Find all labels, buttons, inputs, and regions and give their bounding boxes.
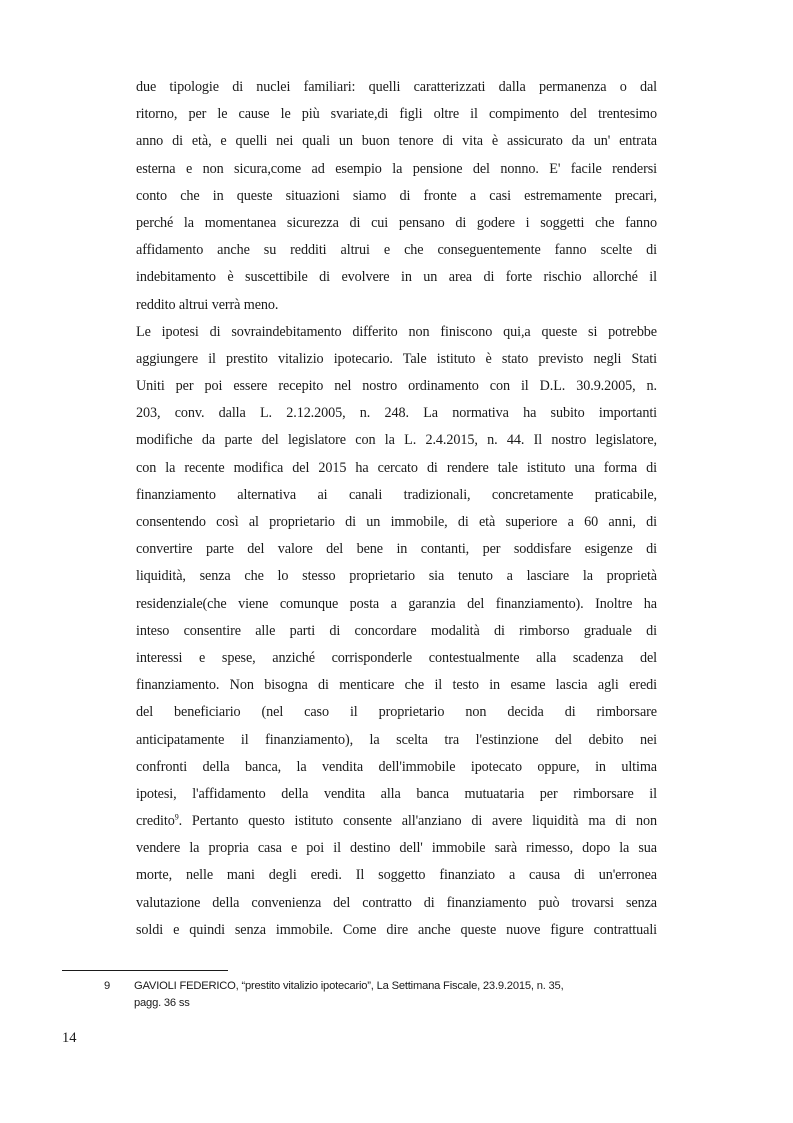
footnote-separator bbox=[62, 970, 228, 971]
body-line: Le ipotesi di sovraindebitamento differito non finiscono qui,a queste si potrebbe bbox=[136, 323, 657, 340]
body-line: ipotesi, l'affidamento della vendita alla banca mutuataria per rimborsare il bbox=[136, 785, 657, 802]
body-line-with-footnote-ref bbox=[136, 808, 657, 835]
body-line: convertire parte del valore del bene in contanti, per soddisfare esigenze di bbox=[136, 541, 657, 558]
body-line: confronti della banca, la vendita dell'immobile ipotecato oppure, in ultima bbox=[136, 758, 657, 775]
footnote-number: 9 bbox=[104, 980, 111, 992]
footnote-9 bbox=[104, 978, 664, 1012]
body-line: indebitamento è suscettibile di evolvere in un area di forte rischio allorché il bbox=[136, 269, 657, 286]
body-line: esterna e non sicura,come ad esempio la pensione del nonno. E' facile rendersi bbox=[136, 160, 657, 177]
body-line: finanziamento. Non bisogna di menticare che il testo in esame lascia agli eredi bbox=[136, 677, 657, 694]
body-line: morte, nelle mani degli eredi. Il soggetto finanziato a causa di un'erronea bbox=[136, 867, 657, 884]
body-text-fragment: . Pertanto questo istituto consente all'anziano di avere liquidità ma di non bbox=[178, 813, 657, 830]
body-line: conto che in queste situazioni siamo di fronte a casi estremamente precari, bbox=[136, 187, 657, 204]
body-line: 203, conv. dalla L. 2.12.2005, n. 248. La normativa ha subito importanti bbox=[136, 405, 657, 422]
body-line: soldi e quindi senza immobile. Come dire anche queste nuove figure contrattuali bbox=[136, 921, 657, 938]
body-line: consentendo così al proprietario di un immobile, di età superiore a 60 anni, di bbox=[136, 514, 657, 530]
body-line: affidamento anche su redditi altrui e che conseguentemente fanno scelte di bbox=[136, 242, 657, 259]
body-text-fragment: credito bbox=[136, 813, 175, 830]
body-line: liquidità, senza che lo stesso proprietario sia tenuto a lasciare la proprietà bbox=[136, 568, 657, 585]
footnote-line-1: GAVIOLI FEDERICO, “prestito vitalizio ipotecario”, La Settimana Fiscale, 23.9.2015, n. 35, bbox=[134, 980, 564, 992]
body-line: aggiungere il prestito vitalizio ipotecario. Tale istituto è stato previsto negli Stati bbox=[136, 350, 657, 367]
body-line: anno di età, e quelli nei quali un buon tenore di vita è assicurato da un' entrata bbox=[136, 133, 657, 150]
body-line: finanziamento alternativa ai canali tradizionali, concretamente praticabile, bbox=[136, 486, 657, 503]
body-line: del beneficiario (nel caso il proprietario non decida di rimborsare bbox=[136, 704, 657, 721]
footnote-reference[interactable]: 9 bbox=[174, 812, 179, 822]
body-line: reddito altrui verrà meno. bbox=[136, 296, 279, 313]
body-line: Uniti per poi essere recepito nel nostro ordinamento con il D.L. 30.9.2005, n. bbox=[136, 378, 657, 395]
footnote-line-2: pagg. 36 ss bbox=[134, 997, 190, 1009]
body-line: due tipologie di nuclei familiari: quelli caratterizzati dalla permanenza o dal bbox=[136, 79, 657, 95]
body-line: vendere la propria casa e poi il destino dell' immobile sarà rimesso, dopo la sua bbox=[136, 840, 657, 857]
body-line: valutazione della convenienza del contratto di finanziamento può trovarsi senza bbox=[136, 894, 657, 911]
body-line: con la recente modifica del 2015 ha cercato di rendere tale istituto una forma di bbox=[136, 459, 657, 476]
body-line: anticipatamente il finanziamento), la scelta tra l'estinzione del debito nei bbox=[136, 731, 657, 748]
body-line: ritorno, per le cause le più svariate,di figli oltre il compimento del trentesimo bbox=[136, 106, 657, 123]
body-line: perché la momentanea sicurezza di cui pensano di godere i soggetti che fanno bbox=[136, 214, 657, 231]
body-line: inteso consentire alle parti di concordare modalità di rimborso graduale di bbox=[136, 622, 657, 639]
body-line: residenziale(che viene comunque posta a garanzia del finanziamento). Inoltre ha bbox=[136, 595, 657, 612]
body-line: interessi e spese, anziché corrisponderle contestualmente alla scadenza del bbox=[136, 649, 657, 666]
body-line: modifiche da parte del legislatore con la L. 2.4.2015, n. 44. Il nostro legislatore, bbox=[136, 432, 657, 449]
body-text bbox=[136, 74, 657, 944]
page-number: 14 bbox=[62, 1030, 77, 1046]
